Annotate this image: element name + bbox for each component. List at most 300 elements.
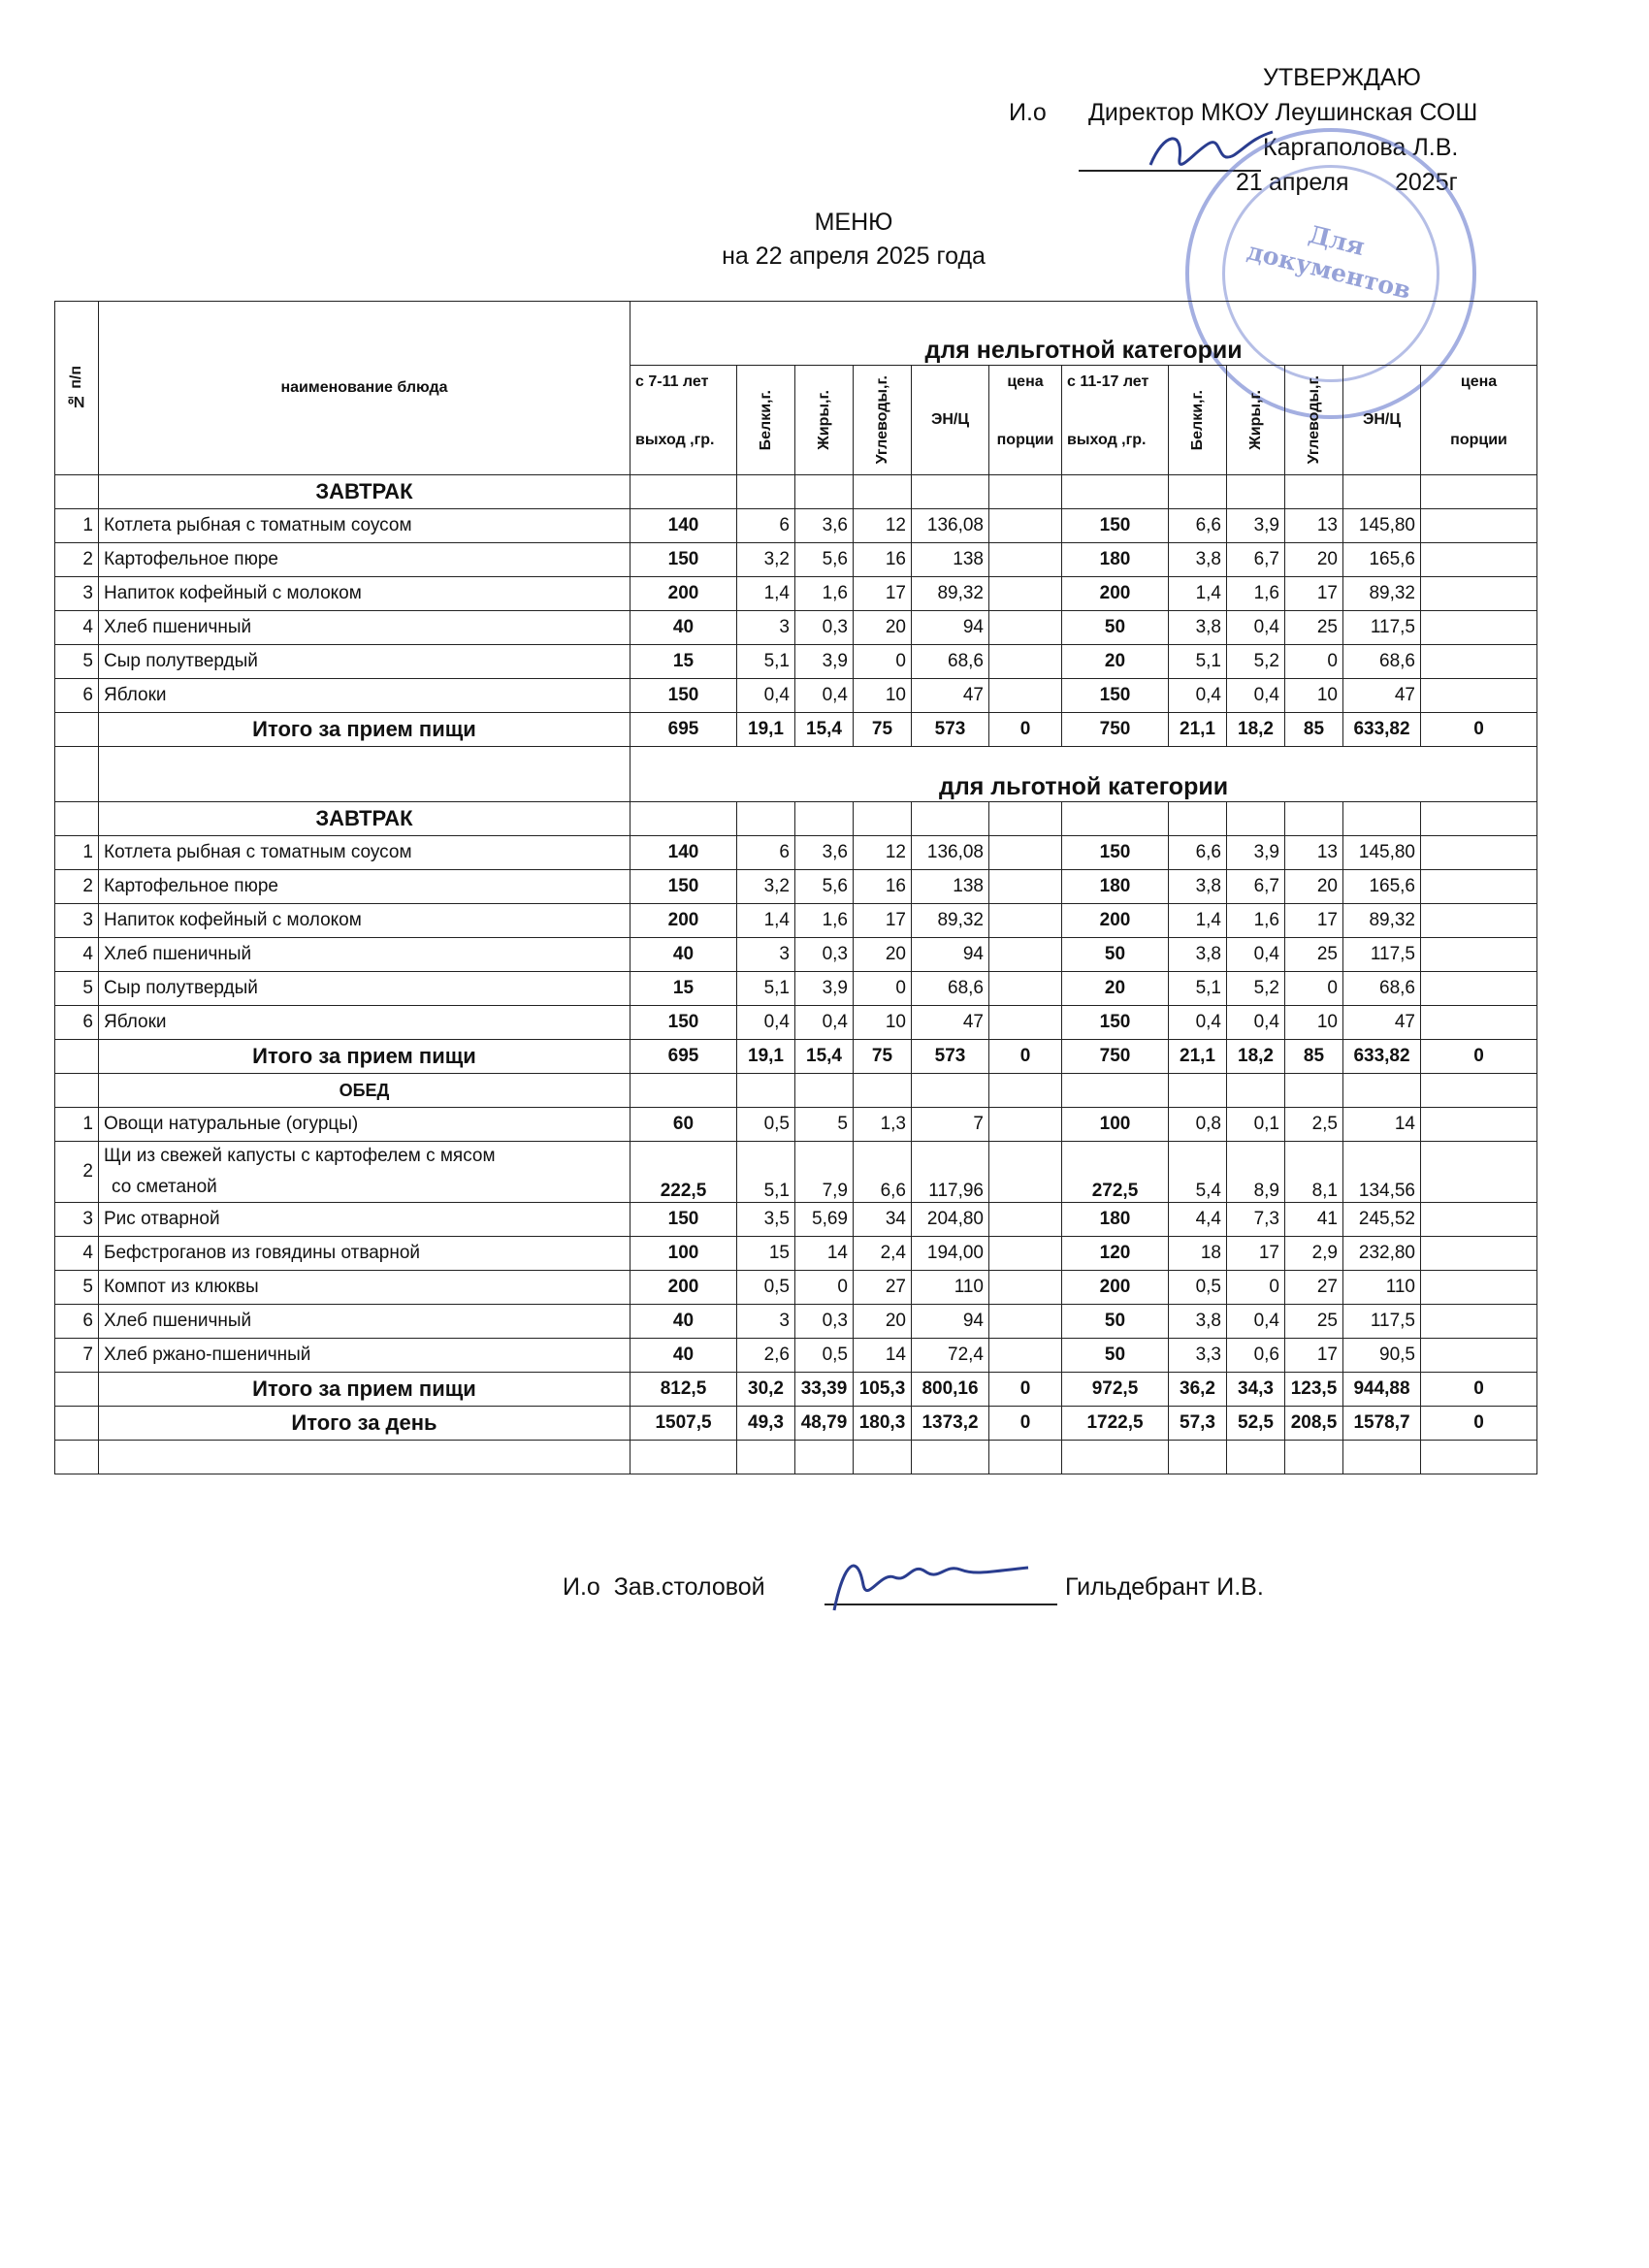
dish-value: 0	[1227, 1271, 1285, 1305]
dish-row	[55, 645, 1537, 679]
dish-value: 89,32	[912, 904, 989, 938]
dish-value	[989, 1006, 1062, 1040]
dish-number: 1	[55, 836, 99, 870]
dish-value	[989, 1271, 1062, 1305]
breakfast-total-row-value: 21,1	[1169, 713, 1227, 747]
dish-value: 20	[1285, 543, 1343, 577]
dish-name: Рис отварной	[99, 1203, 630, 1237]
pref-name-cell	[99, 747, 630, 802]
lunch-section-row	[55, 1074, 1537, 1108]
dish-value	[989, 679, 1062, 713]
pref-breakfast-total-row-num-cell	[55, 1040, 99, 1074]
dish-value: 8,1	[1285, 1142, 1343, 1203]
header-row	[55, 302, 1537, 366]
day-total-row-value: 52,5	[1227, 1407, 1285, 1441]
dish-number: 3	[55, 904, 99, 938]
dish-number: 4	[55, 938, 99, 972]
day-total-row-value: 180,3	[854, 1407, 912, 1441]
header-category-pref: для льготной категории	[630, 747, 1537, 802]
breakfast-total-row	[55, 713, 1537, 747]
dish-value: 0,4	[1227, 1305, 1285, 1339]
empty-cell	[55, 1441, 99, 1474]
dish-value: 2,9	[1285, 1237, 1343, 1271]
dish-name: Бефстроганов из говядины отварной	[99, 1237, 630, 1271]
g2-fat-header-label: Жиры,г.	[1246, 390, 1264, 450]
breakfast-total-row-num-cell	[55, 713, 99, 747]
dish-number: 6	[55, 679, 99, 713]
pref-breakfast-total-row-value: 750	[1062, 1040, 1169, 1074]
lunch-total-row-value: 812,5	[630, 1373, 737, 1407]
pref-breakfast-total-row-value: 85	[1285, 1040, 1343, 1074]
pref-breakfast-total-row-value: 0	[989, 1040, 1062, 1074]
dish-value: 14	[1343, 1108, 1421, 1142]
empty-cell	[1421, 802, 1537, 836]
day-total-row-value: 1507,5	[630, 1407, 737, 1441]
lunch-total-row-value: 972,5	[1062, 1373, 1169, 1407]
dish-value: 14	[854, 1339, 912, 1373]
dish-value	[1421, 679, 1537, 713]
breakfast-total-row-value: 750	[1062, 713, 1169, 747]
dish-value: 0,5	[795, 1339, 854, 1373]
dish-value: 150	[630, 543, 737, 577]
dish-value: 25	[1285, 611, 1343, 645]
pref-breakfast-total-row-value: 573	[912, 1040, 989, 1074]
dish-value: 0	[795, 1271, 854, 1305]
dish-value	[1421, 972, 1537, 1006]
lunch-total-row-value: 123,5	[1285, 1373, 1343, 1407]
dish-number: 6	[55, 1305, 99, 1339]
empty-cell	[912, 1074, 989, 1108]
dish-value: 17	[854, 904, 912, 938]
empty-row	[55, 1441, 1537, 1474]
dish-value: 1,6	[1227, 904, 1285, 938]
dish-value: 3,6	[795, 509, 854, 543]
empty-cell	[795, 1441, 854, 1474]
dish-value	[989, 1142, 1062, 1203]
dish-value: 1,6	[795, 577, 854, 611]
g2-price-header	[1421, 366, 1537, 475]
dish-value: 0,6	[1227, 1339, 1285, 1373]
dish-value: 117,5	[1343, 611, 1421, 645]
dish-value: 10	[854, 679, 912, 713]
dish-name: Напиток кофейный с молоком	[99, 904, 630, 938]
dish-value: 272,5	[1062, 1142, 1169, 1203]
dish-value: 0,3	[795, 938, 854, 972]
dish-value: 68,6	[912, 972, 989, 1006]
dish-number: 2	[55, 1142, 99, 1203]
lunch-total-row-value: 30,2	[737, 1373, 795, 1407]
dish-value: 2,4	[854, 1237, 912, 1271]
empty-cell	[1421, 475, 1537, 509]
empty-cell	[1062, 1441, 1169, 1474]
breakfast-total-row-value: 0	[989, 713, 1062, 747]
dish-value	[989, 645, 1062, 679]
dish-value: 120	[1062, 1237, 1169, 1271]
pref-breakfast-total-row-value: 633,82	[1343, 1040, 1421, 1074]
dish-value: 34	[854, 1203, 912, 1237]
dish-number: 3	[55, 577, 99, 611]
dish-value: 47	[1343, 679, 1421, 713]
empty-cell	[1285, 1441, 1343, 1474]
approve-day: 21	[1236, 169, 1263, 196]
dish-value: 5,69	[795, 1203, 854, 1237]
stamp-text: Для документов	[1244, 219, 1414, 306]
dish-row	[55, 1142, 1537, 1203]
breakfast-section-row	[55, 475, 1537, 509]
dish-value: 150	[630, 679, 737, 713]
lunch-total-row-value: 0	[1421, 1373, 1537, 1407]
dish-value: 140	[630, 836, 737, 870]
dish-value	[1421, 509, 1537, 543]
dish-value: 5,6	[795, 543, 854, 577]
dish-value	[1421, 870, 1537, 904]
dish-value: 3,8	[1169, 611, 1227, 645]
lunch-total-row	[55, 1373, 1537, 1407]
dish-value: 200	[1062, 577, 1169, 611]
dish-value	[989, 1237, 1062, 1271]
empty-cell	[912, 802, 989, 836]
dish-value: 18	[1169, 1237, 1227, 1271]
pref-breakfast-total-row-value: 21,1	[1169, 1040, 1227, 1074]
lunch-total-row-value: 33,39	[795, 1373, 854, 1407]
dish-value: 12	[854, 836, 912, 870]
dish-value: 13	[1285, 509, 1343, 543]
dish-value: 0,5	[737, 1108, 795, 1142]
dish-value: 7	[912, 1108, 989, 1142]
dish-value: 60	[630, 1108, 737, 1142]
dish-value: 89,32	[1343, 577, 1421, 611]
dish-row	[55, 1271, 1537, 1305]
dish-row	[55, 1305, 1537, 1339]
dish-value: 12	[854, 509, 912, 543]
breakfast-total-row-value: 18,2	[1227, 713, 1285, 747]
dish-value: 1,4	[737, 904, 795, 938]
dish-value: 0,8	[1169, 1108, 1227, 1142]
dish-value: 8,9	[1227, 1142, 1285, 1203]
day-total-row-value: 57,3	[1169, 1407, 1227, 1441]
footer-position: И.о Зав.столовой	[563, 1573, 765, 1601]
empty-cell	[1062, 802, 1169, 836]
dish-value: 5,1	[737, 972, 795, 1006]
dish-value	[1421, 1108, 1537, 1142]
dish-value: 0,4	[1227, 679, 1285, 713]
dish-row	[55, 1203, 1537, 1237]
dish-value	[1421, 938, 1537, 972]
pref-breakfast-total-row-value: 15,4	[795, 1040, 854, 1074]
dish-row	[55, 938, 1537, 972]
pref-breakfast-total-row-value: 19,1	[737, 1040, 795, 1074]
dish-value: 27	[854, 1271, 912, 1305]
empty-cell	[854, 1074, 912, 1108]
lunch-total-row-value: 0	[989, 1373, 1062, 1407]
dish-value	[1421, 1305, 1537, 1339]
g1-protein-header	[737, 366, 795, 475]
dish-value: 3,9	[795, 645, 854, 679]
dish-value: 4,4	[1169, 1203, 1227, 1237]
dish-value: 94	[912, 1305, 989, 1339]
dish-row	[55, 611, 1537, 645]
dish-value: 165,6	[1343, 870, 1421, 904]
dish-value: 89,32	[912, 577, 989, 611]
approve-heading: УТВЕРЖДАЮ	[1263, 64, 1421, 91]
dish-number: 6	[55, 1006, 99, 1040]
dish-value: 20	[1062, 972, 1169, 1006]
dish-value: 47	[912, 679, 989, 713]
dish-value: 3,8	[1169, 870, 1227, 904]
dish-value: 20	[1285, 870, 1343, 904]
dish-value	[1421, 645, 1537, 679]
dish-value	[989, 836, 1062, 870]
dish-value: 5,2	[1227, 645, 1285, 679]
lunch-total-row-value: 36,2	[1169, 1373, 1227, 1407]
breakfast-total-row-label: Итого за прием пищи	[99, 713, 630, 747]
dish-name: Картофельное пюре	[99, 870, 630, 904]
dish-value: 180	[1062, 870, 1169, 904]
empty-cell	[795, 1074, 854, 1108]
empty-cell	[1285, 802, 1343, 836]
dish-value: 0,5	[1169, 1271, 1227, 1305]
dish-name: Хлеб пшеничный	[99, 611, 630, 645]
breakfast-total-row-value: 75	[854, 713, 912, 747]
approve-position: Директор МКОУ Леушинская СОШ	[1088, 99, 1478, 126]
dish-value: 1,6	[1227, 577, 1285, 611]
dish-value: 0,4	[795, 679, 854, 713]
lunch-section-row-label: ОБЕД	[99, 1074, 630, 1108]
dish-value	[1421, 543, 1537, 577]
dish-value	[1421, 611, 1537, 645]
dish-row	[55, 577, 1537, 611]
dish-value: 0,1	[1227, 1108, 1285, 1142]
dish-value: 0,3	[795, 1305, 854, 1339]
day-total-row-value: 1373,2	[912, 1407, 989, 1441]
dish-value: 17	[1285, 577, 1343, 611]
dish-name: Картофельное пюре	[99, 543, 630, 577]
dish-row	[55, 870, 1537, 904]
dish-name: Яблоки	[99, 1006, 630, 1040]
dish-value: 136,08	[912, 509, 989, 543]
dish-value	[1421, 1237, 1537, 1271]
dish-value: 40	[630, 1305, 737, 1339]
empty-cell	[854, 1441, 912, 1474]
dish-value: 50	[1062, 1339, 1169, 1373]
breakfast-section-row-num-cell	[55, 475, 99, 509]
dish-value: 47	[1343, 1006, 1421, 1040]
dish-value: 50	[1062, 1305, 1169, 1339]
empty-cell	[854, 802, 912, 836]
empty-cell	[1285, 475, 1343, 509]
empty-cell	[795, 475, 854, 509]
dish-value: 94	[912, 938, 989, 972]
pref-category-row	[55, 747, 1537, 802]
dish-value: 0,4	[1227, 1006, 1285, 1040]
empty-cell	[1227, 1074, 1285, 1108]
breakfast-total-row-value: 573	[912, 713, 989, 747]
dish-value: 0,4	[737, 1006, 795, 1040]
dish-value: 1,6	[795, 904, 854, 938]
lunch-section-row-num-cell	[55, 1074, 99, 1108]
dish-value: 140	[630, 509, 737, 543]
dish-value: 10	[1285, 679, 1343, 713]
dish-value: 0,4	[1227, 611, 1285, 645]
breakfast-total-row-value: 633,82	[1343, 713, 1421, 747]
dish-value: 50	[1062, 611, 1169, 645]
dish-value: 100	[630, 1237, 737, 1271]
day-total-row-value: 208,5	[1285, 1407, 1343, 1441]
dish-name: Котлета рыбная с томатным соусом	[99, 509, 630, 543]
g1-energy-header: ЭН/Ц	[912, 366, 989, 475]
dish-value: 6	[737, 836, 795, 870]
lunch-total-row-value: 944,88	[1343, 1373, 1421, 1407]
dish-value	[1421, 1339, 1537, 1373]
g2-price-header-bottom: порции	[1450, 432, 1507, 448]
dish-value: 0,4	[1169, 679, 1227, 713]
dish-value: 7,9	[795, 1142, 854, 1203]
dish-value: 3,9	[1227, 836, 1285, 870]
dish-value: 25	[1285, 1305, 1343, 1339]
dish-name: Яблоки	[99, 679, 630, 713]
empty-cell	[1343, 475, 1421, 509]
dish-number: 5	[55, 645, 99, 679]
empty-cell	[99, 1441, 630, 1474]
dish-value: 0,5	[737, 1271, 795, 1305]
dish-row	[55, 972, 1537, 1006]
dish-value: 20	[854, 1305, 912, 1339]
dish-number: 5	[55, 972, 99, 1006]
dish-value: 3,8	[1169, 938, 1227, 972]
g2-protein-header	[1169, 366, 1227, 475]
dish-value: 0	[1285, 972, 1343, 1006]
dish-value: 200	[1062, 1271, 1169, 1305]
dish-value: 17	[1285, 904, 1343, 938]
day-total-row-value: 1722,5	[1062, 1407, 1169, 1441]
header-dish-name: наименование блюда	[99, 302, 630, 475]
dish-value: 145,80	[1343, 836, 1421, 870]
dish-value: 5,4	[1169, 1142, 1227, 1203]
dish-value: 6,7	[1227, 543, 1285, 577]
empty-cell	[1227, 1441, 1285, 1474]
day-total-row-label: Итого за день	[99, 1407, 630, 1441]
dish-value: 27	[1285, 1271, 1343, 1305]
empty-cell	[1421, 1441, 1537, 1474]
dish-row	[55, 1006, 1537, 1040]
dish-value: 17	[1227, 1237, 1285, 1271]
dish-value: 17	[1285, 1339, 1343, 1373]
dish-value: 3,9	[1227, 509, 1285, 543]
empty-cell	[1227, 802, 1285, 836]
pref-breakfast-total-row-value: 0	[1421, 1040, 1537, 1074]
empty-cell	[1169, 1074, 1227, 1108]
dish-value: 10	[1285, 1006, 1343, 1040]
lunch-total-row-value: 800,16	[912, 1373, 989, 1407]
g1-yield-label: выход ,гр.	[635, 432, 715, 448]
dish-value: 222,5	[630, 1142, 737, 1203]
dish-value: 3	[737, 611, 795, 645]
g1-price-header-bottom: порции	[996, 432, 1054, 448]
dish-value	[1421, 1006, 1537, 1040]
dish-row	[55, 509, 1537, 543]
dish-value: 245,52	[1343, 1203, 1421, 1237]
dish-value: 150	[1062, 836, 1169, 870]
dish-value: 2,5	[1285, 1108, 1343, 1142]
empty-cell	[1169, 475, 1227, 509]
dish-value: 1,4	[737, 577, 795, 611]
g2-carbs-header	[1285, 366, 1343, 475]
dish-number: 2	[55, 870, 99, 904]
dish-value: 3,6	[795, 836, 854, 870]
pref-breakfast-total-row-value: 695	[630, 1040, 737, 1074]
breakfast-total-row-value: 0	[1421, 713, 1537, 747]
day-total-row-value: 0	[989, 1407, 1062, 1441]
g2-fat-header	[1227, 366, 1285, 475]
approve-month: апреля	[1269, 169, 1349, 196]
g2-energy-header: ЭН/Ц	[1343, 366, 1421, 475]
dish-value: 6,7	[1227, 870, 1285, 904]
dish-value	[989, 611, 1062, 645]
approve-year: 2025г	[1395, 169, 1458, 196]
empty-cell	[854, 475, 912, 509]
dish-value	[989, 870, 1062, 904]
dish-value: 5,6	[795, 870, 854, 904]
dish-value	[1421, 577, 1537, 611]
dish-value: 204,80	[912, 1203, 989, 1237]
breakfast-total-row-value: 85	[1285, 713, 1343, 747]
dish-number: 4	[55, 611, 99, 645]
empty-cell	[1169, 802, 1227, 836]
dish-value: 200	[630, 904, 737, 938]
g1-price-header	[989, 366, 1062, 475]
dish-value: 68,6	[912, 645, 989, 679]
dish-number: 7	[55, 1339, 99, 1373]
dish-value: 150	[630, 1203, 737, 1237]
dish-value: 3	[737, 1305, 795, 1339]
empty-cell	[737, 1441, 795, 1474]
dish-value	[989, 1339, 1062, 1373]
empty-cell	[630, 1441, 737, 1474]
g1-carbs-header-label: Углеводы,г.	[873, 375, 890, 465]
dish-name: Овощи натуральные (огурцы)	[99, 1108, 630, 1142]
dish-row	[55, 1108, 1537, 1142]
dish-value: 0,4	[737, 679, 795, 713]
dish-row	[55, 904, 1537, 938]
dish-value: 3,2	[737, 870, 795, 904]
dish-name: Компот из клюквы	[99, 1271, 630, 1305]
dish-value: 6,6	[1169, 836, 1227, 870]
dish-value: 145,80	[1343, 509, 1421, 543]
dish-number: 1	[55, 1108, 99, 1142]
dish-value	[989, 577, 1062, 611]
dish-row	[55, 543, 1537, 577]
g2-protein-header-label: Белки,г.	[1188, 389, 1206, 451]
footer-signature	[824, 1542, 1038, 1620]
dish-value: 0,4	[795, 1006, 854, 1040]
dish-value: 13	[1285, 836, 1343, 870]
dish-name: Напиток кофейный с молоком	[99, 577, 630, 611]
dish-value: 5,1	[737, 645, 795, 679]
dish-value: 7,3	[1227, 1203, 1285, 1237]
dish-value: 14	[795, 1237, 854, 1271]
dish-value: 15	[630, 645, 737, 679]
dish-value: 1,3	[854, 1108, 912, 1142]
dish-value: 150	[630, 870, 737, 904]
dish-value: 3,5	[737, 1203, 795, 1237]
empty-cell	[1169, 1441, 1227, 1474]
empty-cell	[1343, 1074, 1421, 1108]
dish-value: 165,6	[1343, 543, 1421, 577]
header-category-nonpref: для нельготной категории	[630, 302, 1537, 366]
dish-value: 15	[630, 972, 737, 1006]
dish-value: 200	[630, 1271, 737, 1305]
menu-table	[54, 301, 1537, 1474]
